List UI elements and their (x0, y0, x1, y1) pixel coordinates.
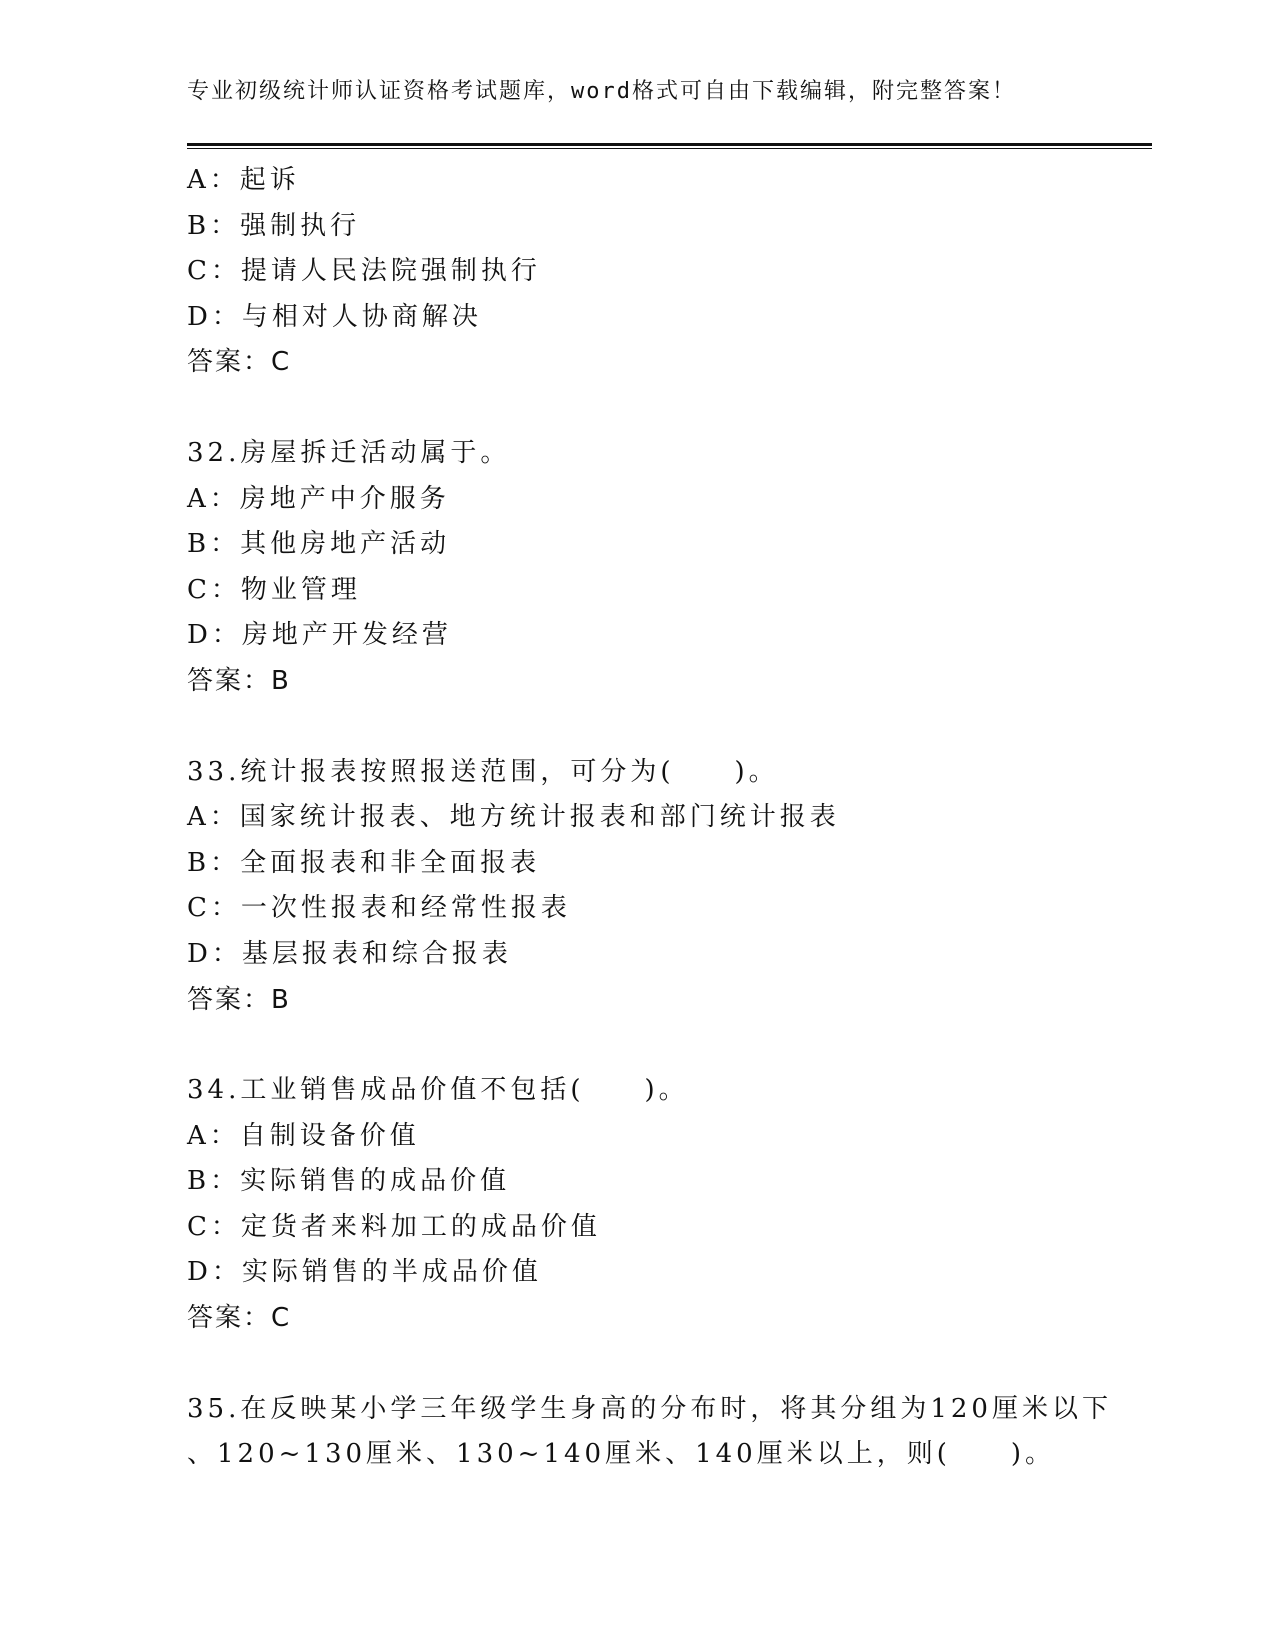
option-a: A：房地产中介服务 (187, 483, 450, 514)
question-stem: 34.工业销售成品价值不包括( )。 (187, 1075, 689, 1106)
header-rule-thin (187, 148, 1152, 149)
question-stem-line-1: 35.在反映某小学三年级学生身高的分布时，将其分组为120厘米以下 (187, 1393, 1112, 1424)
option-d: D：实际销售的半成品价值 (187, 1257, 542, 1288)
option-c: C：提请人民法院强制执行 (187, 256, 541, 287)
question-list (187, 158, 1147, 1478)
page-header: 专业初级统计师认证资格考试题库，word格式可自由下载编辑，附完整答案！ (187, 79, 1016, 104)
option-c: C：定货者来料加工的成品价值 (187, 1211, 601, 1242)
option-b: B：强制执行 (187, 210, 361, 241)
option-c: C：一次性报表和经常性报表 (187, 893, 571, 924)
question-34 (187, 1068, 1147, 1342)
option-a: A：自制设备价值 (187, 1120, 420, 1151)
option-a: A：起诉 (187, 165, 300, 195)
question-stem: 33.统计报表按照报送范围，可分为( )。 (187, 756, 779, 787)
option-c: C：物业管理 (187, 574, 361, 605)
option-d: D：房地产开发经营 (187, 620, 452, 651)
question-31 (187, 158, 1147, 386)
answer: 答案：B (187, 984, 291, 1015)
option-b: B：实际销售的成品价值 (187, 1166, 511, 1197)
option-b: B：其他房地产活动 (187, 529, 451, 560)
question-stem-line-2: 、120~130厘米、130~140厘米、140厘米以上，则( )。 (187, 1439, 1055, 1470)
option-d: D：基层报表和综合报表 (187, 938, 512, 969)
question-35 (187, 1387, 1147, 1478)
option-b: B：全面报表和非全面报表 (187, 847, 541, 878)
question-stem: 32.房屋拆迁活动属于。 (187, 437, 511, 468)
answer: 答案：C (187, 1303, 292, 1334)
option-a: A：国家统计报表、地方统计报表和部门统计报表 (187, 802, 840, 833)
question-33 (187, 750, 1147, 1024)
option-d: D：与相对人协商解决 (187, 301, 482, 332)
question-32 (187, 431, 1147, 705)
header-rule-thick (187, 143, 1152, 146)
answer: 答案：C (187, 347, 292, 378)
answer: 答案：B (187, 665, 291, 696)
